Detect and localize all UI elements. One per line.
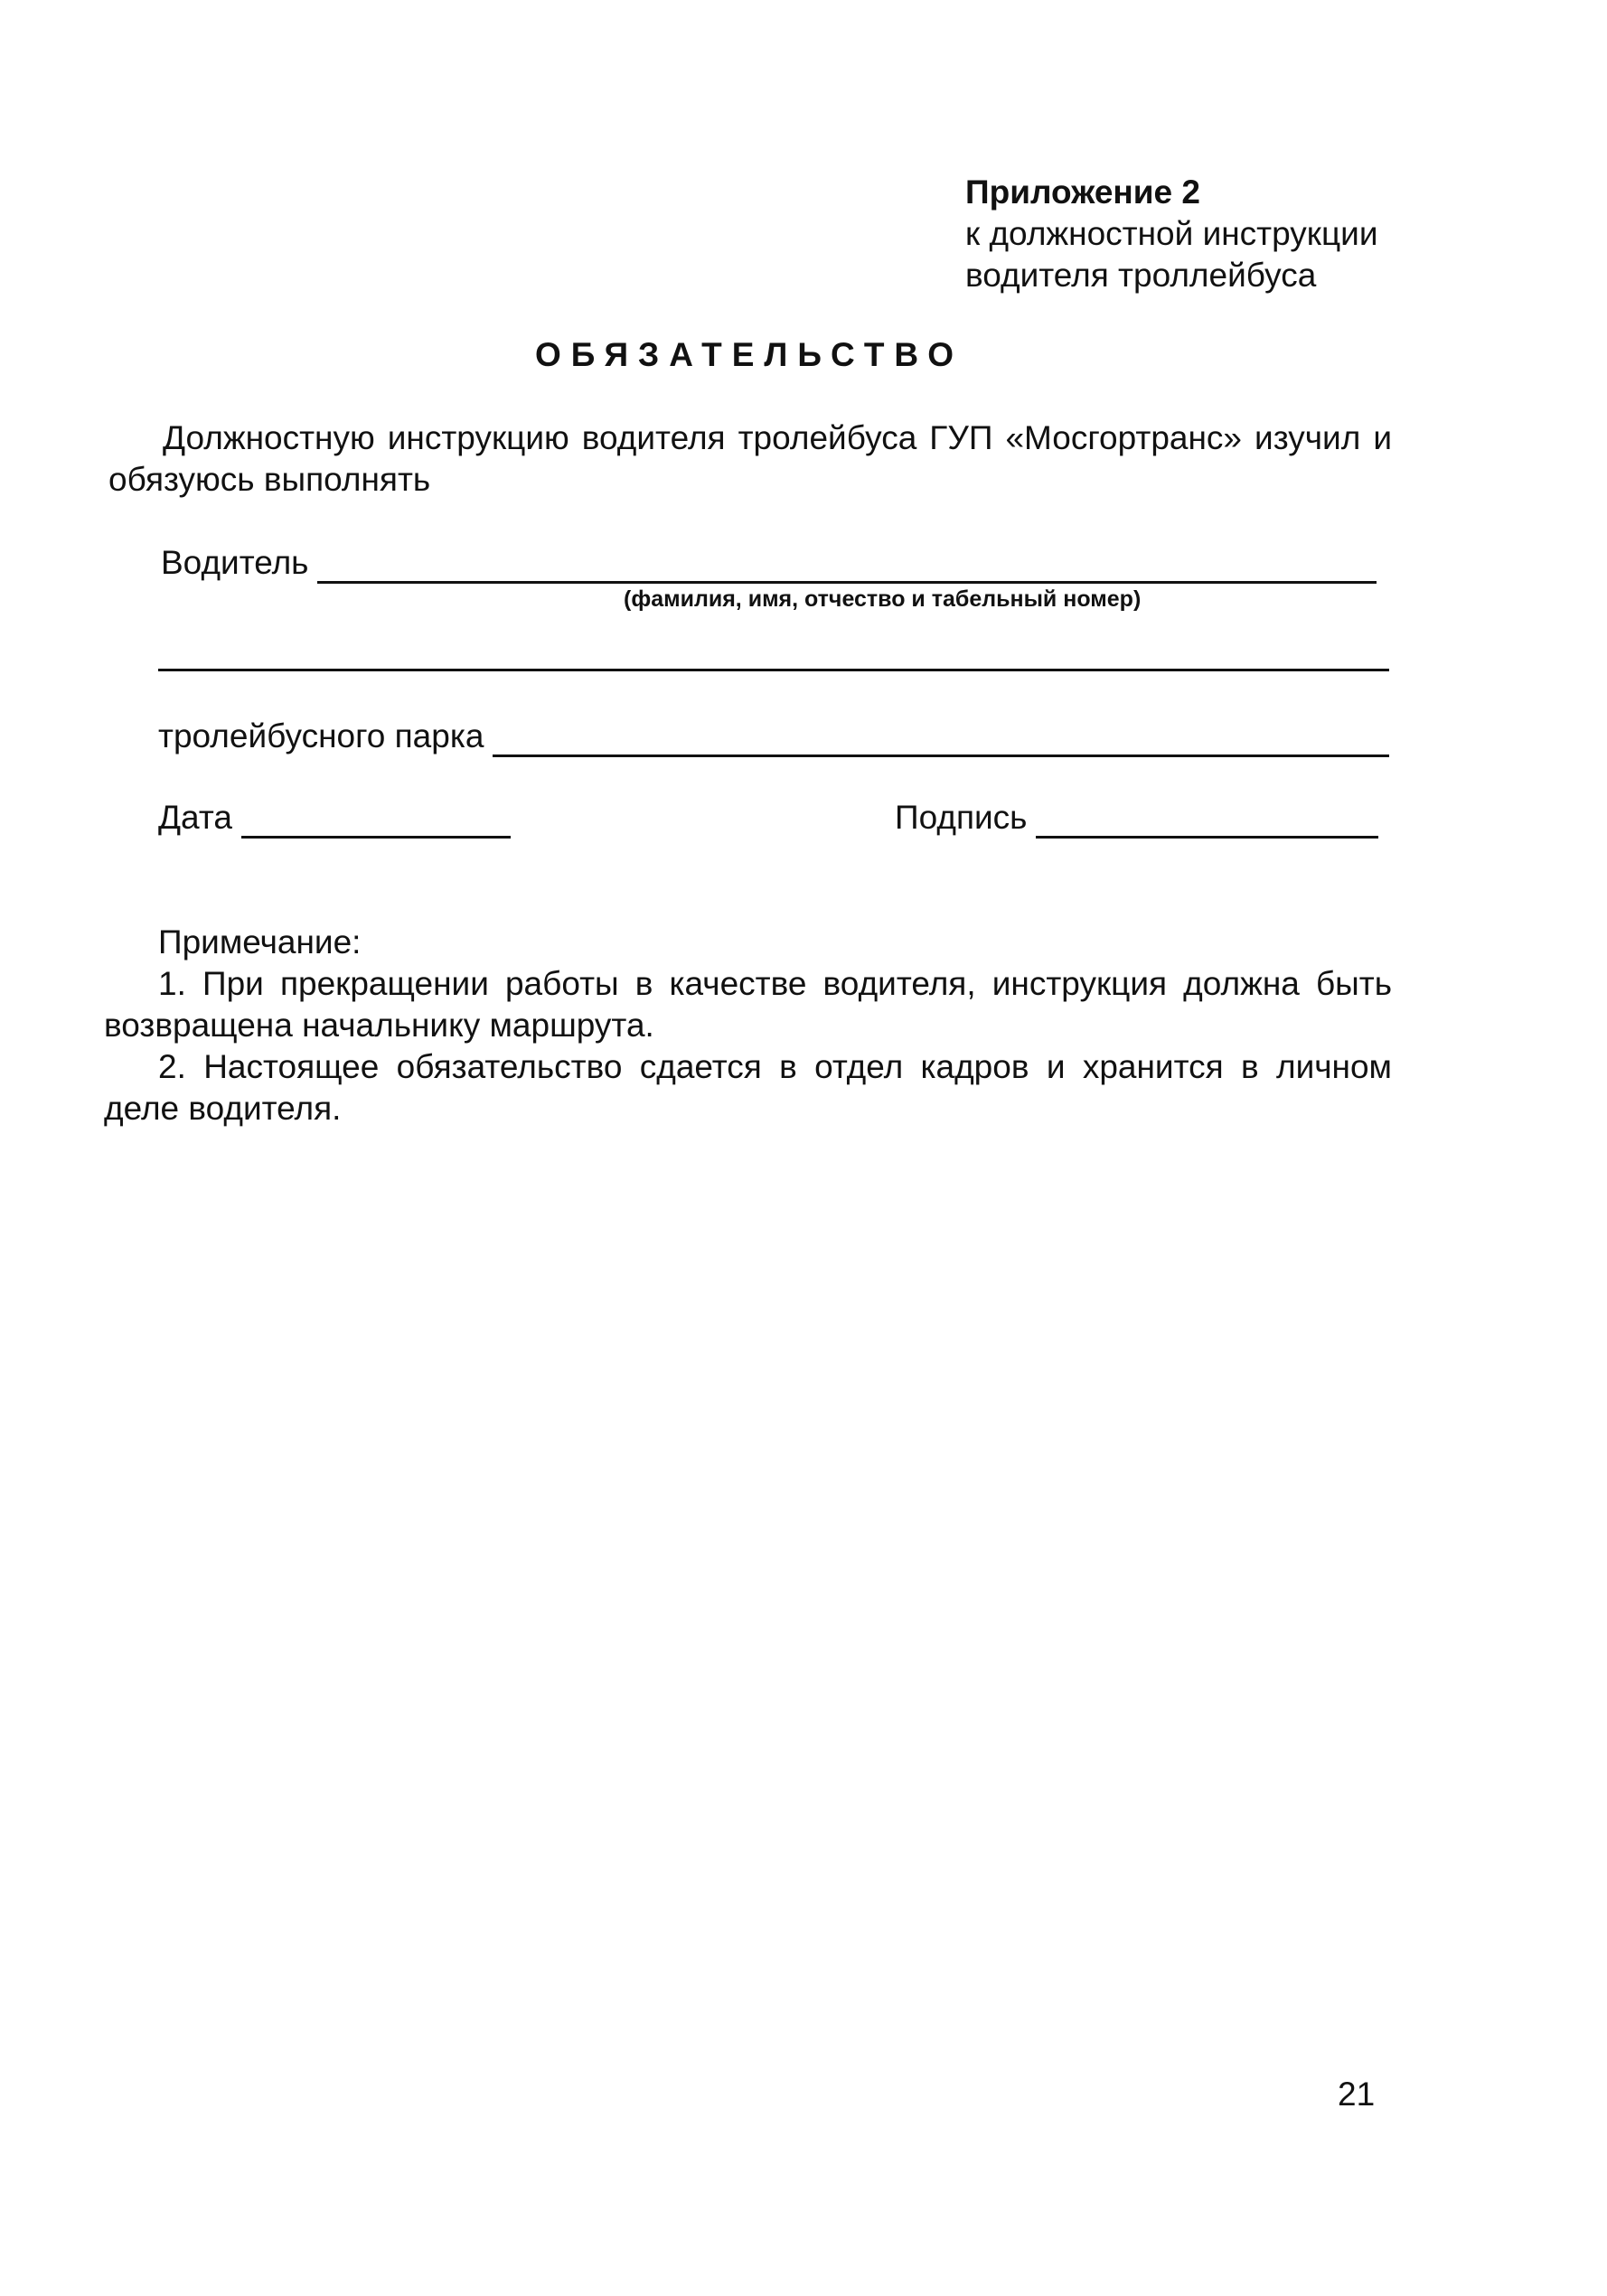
appendix-subtitle-line-2: водителя троллейбуса xyxy=(965,257,1317,294)
driver-continuation-blank[interactable] xyxy=(158,669,1389,671)
appendix-title: Приложение 2 xyxy=(965,173,1200,211)
notes-title: Примечание: xyxy=(158,923,362,961)
driver-field-row xyxy=(161,542,1377,584)
notes-section xyxy=(104,922,1392,1129)
date-label: Дата xyxy=(158,799,232,836)
park-name-blank[interactable] xyxy=(493,722,1389,757)
signature-label: Подпись xyxy=(895,799,1028,836)
document-title: ОБЯЗАТЕЛЬСТВО xyxy=(535,336,963,373)
driver-name-blank[interactable] xyxy=(317,548,1377,584)
note-item-1: 1. При прекращении работы в качестве водителя, инструкция должна быть возвращена начальнику маршрута. xyxy=(104,965,1392,1044)
driver-field-hint: (фамилия, имя, отчество и табельный номер) xyxy=(624,586,1142,612)
appendix-subtitle-line-1: к должностной инструкции xyxy=(965,215,1378,252)
note-item-2: 2. Настоящее обязательство сдается в отдел кадров и хранится в личном деле водителя. xyxy=(104,1048,1392,1127)
park-field-row xyxy=(158,716,1389,757)
date-field-row xyxy=(158,797,511,839)
appendix-header xyxy=(965,172,1544,296)
signature-blank[interactable] xyxy=(1036,803,1378,839)
page-number: 21 xyxy=(1338,2076,1376,2113)
signature-field-row xyxy=(895,797,1378,839)
park-label: тролейбусного парка xyxy=(158,717,484,754)
driver-label: Водитель xyxy=(161,544,309,581)
date-blank[interactable] xyxy=(241,803,511,839)
intro-paragraph: Должностную инструкцию водителя тролейбуса ГУП «Мосгортранс» изучил и обязуюсь выполнять xyxy=(108,419,1392,498)
